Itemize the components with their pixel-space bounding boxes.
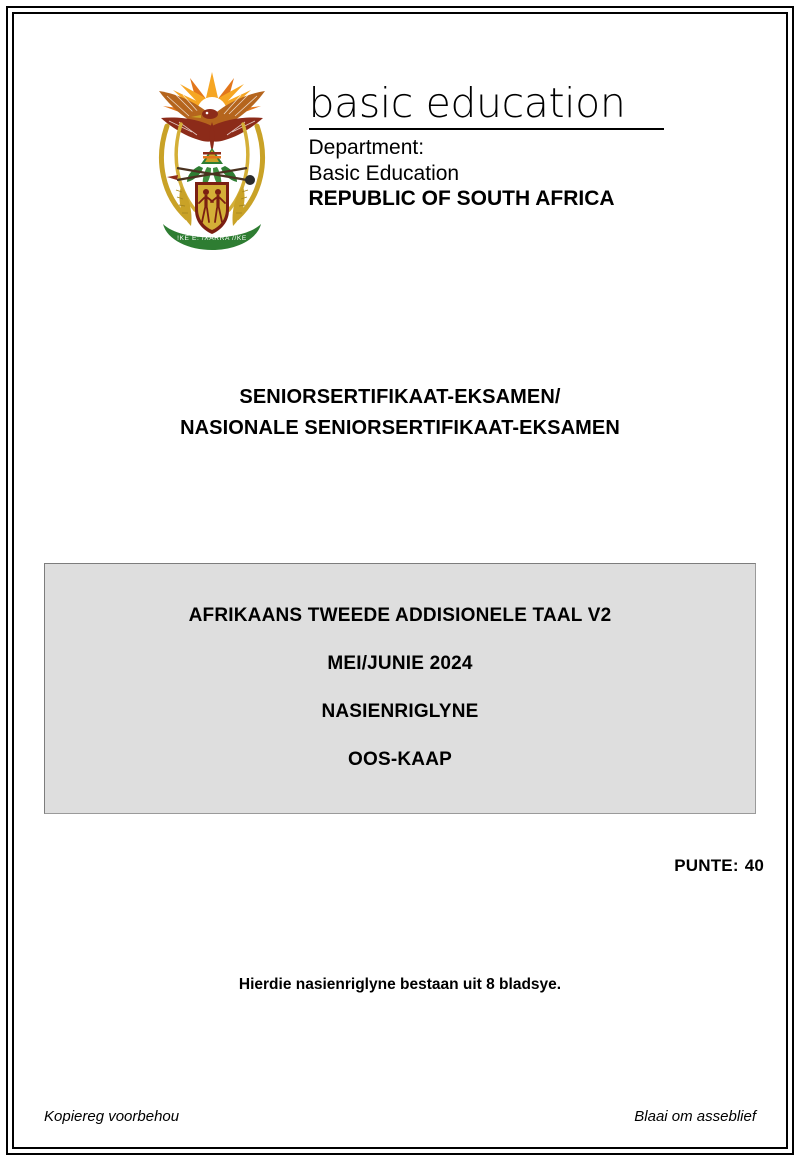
exam-heading-line-2: NASIONALE SENIORSERTIFIKAAT-EKSAMEN bbox=[180, 417, 620, 439]
page-footer bbox=[44, 1108, 756, 1125]
country-name: REPUBLIC OF SOUTH AFRICA bbox=[308, 187, 615, 211]
department-label: Department: bbox=[308, 136, 425, 160]
coat-of-arms-icon bbox=[137, 64, 287, 252]
page-content bbox=[18, 18, 782, 1143]
subject-box bbox=[44, 563, 756, 814]
department-name: Basic Education bbox=[308, 161, 460, 185]
letterhead bbox=[18, 18, 782, 252]
marks-value: 40 bbox=[744, 856, 764, 876]
coat-of-arms-motto: !KE E: /XARRA //KE bbox=[176, 235, 247, 242]
exam-session: MEI/JUNIE 2024 bbox=[327, 652, 473, 674]
marks-row bbox=[18, 856, 782, 876]
pages-note: Hierdie nasienriglyne bestaan uit 8 bladsye. bbox=[238, 976, 562, 994]
exam-heading-line-1: SENIORSERTIFIKAAT-EKSAMEN/ bbox=[239, 386, 561, 408]
brand-underline bbox=[309, 128, 664, 130]
footer-turn-over: Blaai om asseblief bbox=[634, 1108, 756, 1125]
exam-heading bbox=[18, 382, 782, 444]
footer-copyright: Kopiereg voorbehou bbox=[44, 1108, 180, 1125]
brand-title: basic education bbox=[308, 79, 626, 127]
subject-title: AFRIKAANS TWEEDE ADDISIONELE TAAL V2 bbox=[188, 605, 612, 626]
document-type: NASIENRIGLYNE bbox=[321, 700, 479, 722]
province: OOS-KAAP bbox=[348, 748, 452, 770]
letterhead-text bbox=[309, 64, 664, 212]
marks-label: PUNTE: bbox=[674, 856, 739, 876]
